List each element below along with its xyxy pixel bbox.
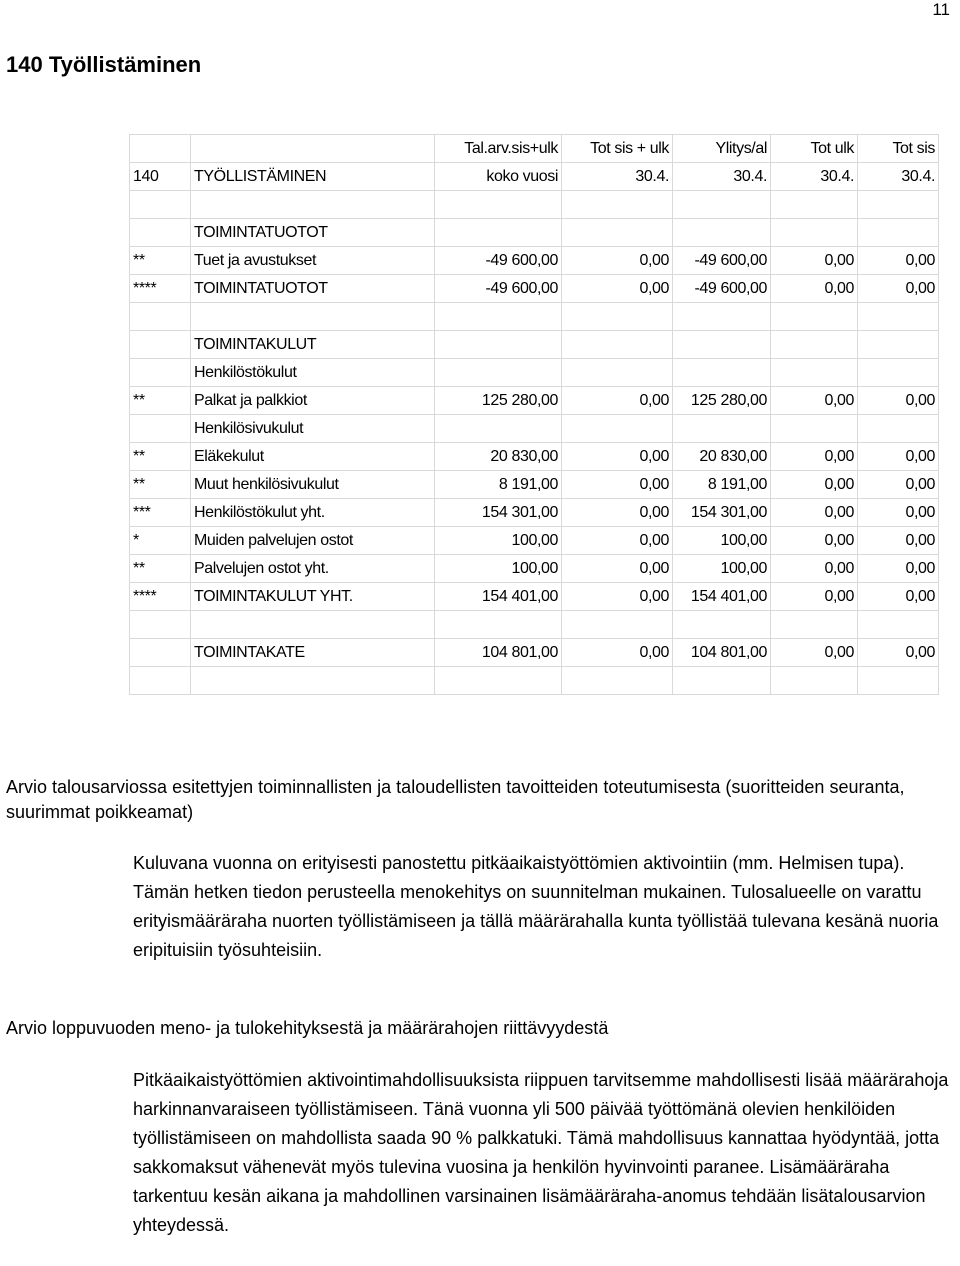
table-row bbox=[130, 359, 939, 387]
value-cell bbox=[858, 359, 939, 387]
value-cell bbox=[673, 331, 771, 359]
table-row bbox=[130, 499, 939, 527]
table-row bbox=[130, 415, 939, 443]
value-cell bbox=[673, 415, 771, 443]
row-level-marker: ** bbox=[130, 555, 191, 583]
value-cell: 0,00 bbox=[858, 275, 939, 303]
value-cell: 0,00 bbox=[771, 275, 858, 303]
value-cell bbox=[771, 331, 858, 359]
value-cell bbox=[673, 219, 771, 247]
row-label: Henkilösivukulut bbox=[191, 415, 435, 443]
row-label bbox=[191, 303, 435, 331]
table-row bbox=[130, 583, 939, 611]
value-cell: 0,00 bbox=[858, 387, 939, 415]
value-cell: 0,00 bbox=[858, 639, 939, 667]
row-level-marker bbox=[130, 331, 191, 359]
value-cell: 0,00 bbox=[562, 555, 673, 583]
header-cell: 30.4. bbox=[673, 163, 771, 191]
value-cell: 100,00 bbox=[673, 527, 771, 555]
value-cell bbox=[858, 219, 939, 247]
table-row bbox=[130, 303, 939, 331]
header-cell: Tot sis bbox=[858, 135, 939, 163]
row-level-marker: ** bbox=[130, 247, 191, 275]
value-cell bbox=[771, 219, 858, 247]
table-row bbox=[130, 443, 939, 471]
assessment-text: Kuluvana vuonna on erityisesti panostettu pitkäaikaistyöttömien aktivointiin (mm. Helmisen tupa). Tämän hetken tiedon perusteella menokehitys on suunnitelman mukainen. Tulosalueelle on varattu erityismääräraha nuorten työllistämiseen ja tällä määrärahalla kunta työllistää tulevana kesänä nuoria eripituisiin työsuhteisiin. bbox=[133, 853, 939, 960]
budget-table-body bbox=[130, 135, 939, 695]
value-cell bbox=[562, 667, 673, 695]
value-cell bbox=[673, 667, 771, 695]
table-row bbox=[130, 387, 939, 415]
row-level-marker: * bbox=[130, 527, 191, 555]
assessment-heading: Arvio talousarviossa esitettyjen toiminnallisten ja taloudellisten tavoitteiden toteutumisesta (suoritteiden seuranta, suurimmat poikkeamat) bbox=[6, 777, 905, 822]
value-cell: 154 301,00 bbox=[673, 499, 771, 527]
row-level-marker: **** bbox=[130, 583, 191, 611]
table-header-row bbox=[130, 163, 939, 191]
value-cell bbox=[771, 415, 858, 443]
value-cell: 20 830,00 bbox=[435, 443, 562, 471]
table-row bbox=[130, 639, 939, 667]
row-label: TOIMINTAKATE bbox=[191, 639, 435, 667]
value-cell: 154 401,00 bbox=[435, 583, 562, 611]
value-cell bbox=[771, 667, 858, 695]
header-cell: Ylitys/al bbox=[673, 135, 771, 163]
row-level-marker: **** bbox=[130, 275, 191, 303]
row-label bbox=[191, 611, 435, 639]
row-level-marker: *** bbox=[130, 499, 191, 527]
value-cell: 0,00 bbox=[771, 499, 858, 527]
row-level-marker: ** bbox=[130, 471, 191, 499]
table-row bbox=[130, 527, 939, 555]
header-cell: 140 bbox=[130, 163, 191, 191]
value-cell bbox=[858, 303, 939, 331]
row-level-marker bbox=[130, 415, 191, 443]
value-cell: 0,00 bbox=[771, 471, 858, 499]
row-label: TOIMINTAKULUT YHT. bbox=[191, 583, 435, 611]
value-cell bbox=[435, 415, 562, 443]
value-cell: 154 301,00 bbox=[435, 499, 562, 527]
value-cell: 0,00 bbox=[562, 527, 673, 555]
value-cell bbox=[562, 219, 673, 247]
row-label: Palvelujen ostot yht. bbox=[191, 555, 435, 583]
value-cell bbox=[771, 303, 858, 331]
value-cell bbox=[858, 191, 939, 219]
value-cell: 0,00 bbox=[858, 555, 939, 583]
value-cell bbox=[562, 331, 673, 359]
table-row bbox=[130, 471, 939, 499]
value-cell: 104 801,00 bbox=[435, 639, 562, 667]
row-label bbox=[191, 191, 435, 219]
value-cell: -49 600,00 bbox=[673, 275, 771, 303]
value-cell: 104 801,00 bbox=[673, 639, 771, 667]
value-cell: 100,00 bbox=[435, 527, 562, 555]
value-cell: 0,00 bbox=[858, 499, 939, 527]
value-cell bbox=[562, 359, 673, 387]
table-row bbox=[130, 667, 939, 695]
table-row bbox=[130, 247, 939, 275]
header-cell: TYÖLLISTÄMINEN bbox=[191, 163, 435, 191]
value-cell bbox=[435, 331, 562, 359]
table-row bbox=[130, 331, 939, 359]
row-level-marker bbox=[130, 303, 191, 331]
value-cell bbox=[435, 359, 562, 387]
value-cell: 0,00 bbox=[858, 247, 939, 275]
value-cell bbox=[771, 611, 858, 639]
value-cell bbox=[435, 303, 562, 331]
value-cell: 0,00 bbox=[562, 247, 673, 275]
row-label: Tuet ja avustukset bbox=[191, 247, 435, 275]
value-cell: 154 401,00 bbox=[673, 583, 771, 611]
row-label: Henkilöstökulut bbox=[191, 359, 435, 387]
value-cell bbox=[858, 331, 939, 359]
table-row bbox=[130, 611, 939, 639]
value-cell: 20 830,00 bbox=[673, 443, 771, 471]
row-level-marker bbox=[130, 219, 191, 247]
value-cell: 125 280,00 bbox=[435, 387, 562, 415]
value-cell: 0,00 bbox=[771, 387, 858, 415]
row-label: Eläkekulut bbox=[191, 443, 435, 471]
row-level-marker: ** bbox=[130, 443, 191, 471]
header-cell bbox=[191, 135, 435, 163]
value-cell bbox=[673, 359, 771, 387]
header-cell: Tal.arv.sis+ulk bbox=[435, 135, 562, 163]
value-cell bbox=[673, 191, 771, 219]
table-header-row bbox=[130, 135, 939, 163]
header-cell: 30.4. bbox=[771, 163, 858, 191]
value-cell: 0,00 bbox=[562, 387, 673, 415]
row-label: Muiden palvelujen ostot bbox=[191, 527, 435, 555]
value-cell bbox=[562, 191, 673, 219]
value-cell: 0,00 bbox=[771, 639, 858, 667]
value-cell: 0,00 bbox=[771, 555, 858, 583]
value-cell: 0,00 bbox=[858, 527, 939, 555]
table-row bbox=[130, 191, 939, 219]
budget-table bbox=[129, 134, 939, 695]
header-cell bbox=[130, 135, 191, 163]
value-cell: 0,00 bbox=[858, 471, 939, 499]
value-cell: 0,00 bbox=[771, 583, 858, 611]
row-label: TOIMINTATUOTOT bbox=[191, 219, 435, 247]
value-cell: 0,00 bbox=[858, 443, 939, 471]
row-level-marker: ** bbox=[130, 387, 191, 415]
value-cell bbox=[435, 611, 562, 639]
row-label: Henkilöstökulut yht. bbox=[191, 499, 435, 527]
value-cell bbox=[562, 415, 673, 443]
value-cell: 0,00 bbox=[562, 471, 673, 499]
value-cell: 0,00 bbox=[771, 247, 858, 275]
row-level-marker bbox=[130, 611, 191, 639]
row-label bbox=[191, 667, 435, 695]
value-cell: 100,00 bbox=[673, 555, 771, 583]
header-cell: Tot ulk bbox=[771, 135, 858, 163]
row-label: Muut henkilösivukulut bbox=[191, 471, 435, 499]
value-cell: 100,00 bbox=[435, 555, 562, 583]
forecast-heading: Arvio loppuvuoden meno- ja tulokehityksestä ja määrärahojen riittävyydestä bbox=[6, 1018, 609, 1038]
table-row bbox=[130, 555, 939, 583]
value-cell bbox=[673, 611, 771, 639]
value-cell: 0,00 bbox=[562, 275, 673, 303]
header-cell: 30.4. bbox=[562, 163, 673, 191]
value-cell bbox=[858, 611, 939, 639]
page-title: 140 Työllistäminen bbox=[6, 52, 202, 77]
value-cell: 125 280,00 bbox=[673, 387, 771, 415]
table-row bbox=[130, 275, 939, 303]
header-cell: koko vuosi bbox=[435, 163, 562, 191]
table-row bbox=[130, 219, 939, 247]
value-cell: 0,00 bbox=[562, 583, 673, 611]
header-cell: 30.4. bbox=[858, 163, 939, 191]
value-cell: -49 600,00 bbox=[673, 247, 771, 275]
value-cell: 0,00 bbox=[562, 499, 673, 527]
row-level-marker bbox=[130, 639, 191, 667]
value-cell bbox=[858, 667, 939, 695]
row-label: TOIMINTATUOTOT bbox=[191, 275, 435, 303]
value-cell: -49 600,00 bbox=[435, 275, 562, 303]
row-label: Palkat ja palkkiot bbox=[191, 387, 435, 415]
page-number: 11 bbox=[932, 0, 950, 19]
value-cell bbox=[435, 219, 562, 247]
forecast-text: Pitkäaikaistyöttömien aktivointimahdollisuuksista riippuen tarvitsemme mahdollisesti lisää määrärahoja harkinnanvaraiseen työllistämiseen. Tänä vuonna yli 500 päivää työttömänä olevien henkilöiden työllistämiseen on mahdollista saada 90 % palkkatuki. Tämä mahdollisuus kannattaa hyödyntää, jotta sakkomaksut vähenevät myös tulevina vuosina ja henkilön hyvinvointi paranee. Lisämääräraha tarkentuu kesän aikana ja mahdollinen varsinainen lisämääräraha-anomus tehdään lisätalousarvion yhteydessä. bbox=[133, 1070, 949, 1235]
value-cell: 0,00 bbox=[562, 443, 673, 471]
value-cell bbox=[771, 191, 858, 219]
row-level-marker bbox=[130, 359, 191, 387]
value-cell bbox=[858, 415, 939, 443]
value-cell: 0,00 bbox=[771, 527, 858, 555]
value-cell: 8 191,00 bbox=[435, 471, 562, 499]
value-cell: 8 191,00 bbox=[673, 471, 771, 499]
header-cell: Tot sis + ulk bbox=[562, 135, 673, 163]
value-cell: 0,00 bbox=[858, 583, 939, 611]
row-label: TOIMINTAKULUT bbox=[191, 331, 435, 359]
row-level-marker bbox=[130, 191, 191, 219]
value-cell: 0,00 bbox=[771, 443, 858, 471]
row-level-marker bbox=[130, 667, 191, 695]
value-cell: -49 600,00 bbox=[435, 247, 562, 275]
value-cell bbox=[435, 667, 562, 695]
value-cell bbox=[435, 191, 562, 219]
value-cell bbox=[562, 303, 673, 331]
value-cell bbox=[673, 303, 771, 331]
value-cell bbox=[562, 611, 673, 639]
value-cell: 0,00 bbox=[562, 639, 673, 667]
value-cell bbox=[771, 359, 858, 387]
